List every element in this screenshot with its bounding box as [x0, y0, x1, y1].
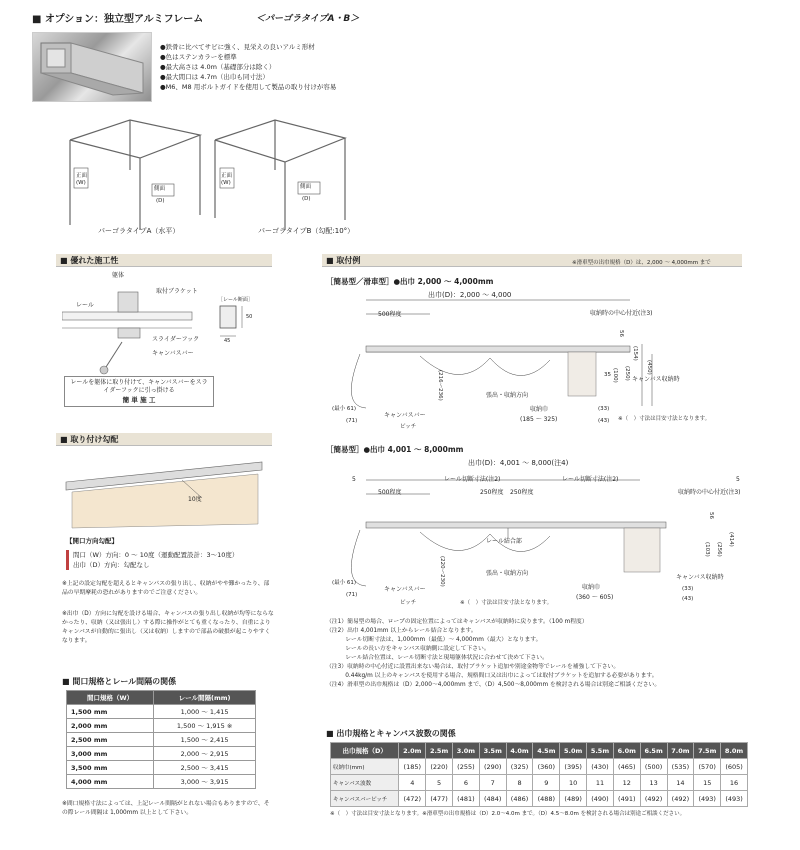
t1-71: (71) [346, 418, 358, 424]
type1-title: ［簡易型／滑車型］●出巾 2,000 〜 4,000mm [326, 277, 494, 286]
t1-center: 収納時の中心付近(注3) [590, 310, 653, 317]
size-cell: 2.5m [426, 743, 453, 759]
t2-220: (220〜230) [439, 556, 445, 587]
t2-cut1: レール切断寸法(注2) [444, 476, 501, 483]
cell: (500) [640, 759, 667, 775]
rail-w: 3,000 mm [67, 747, 154, 761]
slope-line-2: 出巾（D）方向：勾配なし [73, 561, 150, 569]
rail-r: 2,000 〜 2,915 [154, 747, 256, 761]
callout-title: 簡 単 施 工 [122, 396, 156, 404]
cell: 16 [721, 775, 748, 791]
t1-pitch: ピッチ [400, 424, 417, 430]
mount-note: レール切断寸法は、1,000mm（最低）〜 4,000mm（最大）となります。 [326, 637, 542, 643]
cell: (360) [533, 759, 560, 775]
cell: (325) [506, 759, 533, 775]
table-row [331, 759, 748, 775]
t1-35: 35 [604, 372, 611, 378]
mount-notes [326, 618, 746, 690]
side-label-a: 側面 [154, 186, 166, 192]
w-label-b: (W) [221, 180, 231, 186]
size-cell: 8.0m [721, 743, 748, 759]
size-cell: 6.5m [640, 743, 667, 759]
mount-top-note: ※滑車型の出巾規格（D）は、2,000 〜 4,000mm まで [572, 260, 711, 266]
cell: 14 [667, 775, 694, 791]
rail-table-header [67, 691, 256, 705]
t2-center: 収納時の中心付近(注3) [678, 489, 741, 496]
cell: (535) [667, 759, 694, 775]
feature-bullet: ●最大間口は 4.7m（出巾も同寸法） [160, 73, 269, 81]
size-cell: 4.0m [506, 743, 533, 759]
t2-canvas-bar: キャンバスバー [384, 586, 426, 593]
row-label: キャンバスバーピッチ [331, 791, 399, 807]
cell: (491) [613, 791, 640, 807]
slope-note-2: ※出巾（D）方向に勾配を設ける場合、キャンバスの張り出し収納が均等にならなかったり、収納（又は張出し）する際に操作がとても重くなったり、自重によりキャンバスが自動的に張出し（又は収納）しますので部品の破損が起こりやすくなります。 [62, 611, 274, 644]
feature-bullet: ●色はステンカラーを標準 [160, 53, 237, 61]
cell: (492) [667, 791, 694, 807]
rail-r: 2,500 〜 3,415 [154, 761, 256, 775]
rail-w: 2,500 mm [67, 733, 154, 747]
size-cell: 5.0m [560, 743, 587, 759]
slope-diagram [62, 458, 272, 538]
cell: (492) [640, 791, 667, 807]
pergola-b-caption: パーゴラタイプB（勾配:10°） [258, 227, 355, 235]
cell: 6 [453, 775, 480, 791]
cell: (472) [399, 791, 426, 807]
rail-w: 3,500 mm [67, 761, 154, 775]
mount-note: （注3）収納時の中心付近に設置出来ない場合は、取付ブラケット追加や別途金物等でレールを補強して下さい。 [326, 664, 620, 670]
profile-image-icon [33, 33, 153, 103]
t2-250a: 250程度 [480, 489, 504, 496]
t2-min: (最小 61) [332, 580, 357, 586]
cell: (486) [506, 791, 533, 807]
rail-table-heading: ■ 間口規格とレール間隔の関係 [62, 677, 177, 686]
t2-414: (414) [728, 532, 734, 547]
t2-dir: 張出・収納方向 [486, 570, 529, 577]
install-callout [64, 376, 214, 407]
slope-box [66, 550, 272, 570]
rail-r: 1,500 〜 2,415 [154, 733, 256, 747]
cell: (570) [694, 759, 721, 775]
cell: (488) [533, 791, 560, 807]
cell: 9 [533, 775, 560, 791]
cell: (465) [613, 759, 640, 775]
pergola-drawings [60, 110, 360, 240]
d-label-a: (D) [156, 198, 165, 204]
mount-note: （注2）出巾 4,001mm 以上からレール結合となります。 [326, 628, 477, 634]
size-cell: 3.0m [453, 743, 480, 759]
row-label: キャンバス波数 [331, 775, 399, 791]
pergola-a-caption: パーゴラタイプA（水平） [98, 227, 180, 235]
type2-depth: 出巾(D)：4,001 〜 8,000(注4) [468, 459, 569, 467]
table-row [67, 733, 256, 747]
t2-store-w: 収納巾 [582, 584, 601, 591]
cell: (185) [399, 759, 426, 775]
t2-pitch: ピッチ [400, 600, 417, 606]
cell: 13 [640, 775, 667, 791]
type2-title: ［簡易型］●出巾 4,001 〜 8,000mm [326, 445, 464, 454]
type1-depth: 出巾(D)：2,000 〜 4,000 [428, 291, 512, 299]
cell: 7 [479, 775, 506, 791]
rail-table-note: ※間口規格寸法によっては、上記レール間隔がとれない場合もありますので、その際レール間隔は 1,000mm 以上として下さい。 [62, 801, 270, 816]
t1-154: (154) [632, 346, 638, 361]
table-row [331, 775, 748, 791]
size-cell: 7.5m [694, 743, 721, 759]
cell: 4 [399, 775, 426, 791]
rail-w: 2,000 mm [67, 719, 154, 733]
label-frame: 躯体 [112, 272, 125, 279]
cell: 15 [694, 775, 721, 791]
size-cell: 2.0m [399, 743, 426, 759]
row-label: 収納巾(mm) [331, 759, 399, 775]
cell: 10 [560, 775, 587, 791]
slope-box-title: 【開口方向勾配】 [66, 537, 118, 545]
w-label-a: (W) [76, 180, 86, 186]
label-rail: レール [76, 302, 94, 309]
rail-col-r: レール間隔(mm) [154, 691, 256, 705]
rail-r: 1,500 〜 1,915 ※ [154, 719, 256, 733]
size-cell: 6.0m [613, 743, 640, 759]
mount-note: （注1）簡易型の場合、ロープの固定位置によってはキャンバスが収納時に戻ります。（100 m程度） [326, 619, 588, 625]
t2-canvas-store: キャンバス収納時 [676, 574, 724, 581]
table-row [67, 761, 256, 775]
t1-450: (450) [646, 360, 652, 375]
t1-56: 56 [618, 330, 624, 337]
t1-250: (250) [624, 366, 630, 381]
canvas-header-label: 出巾規格（D） [331, 743, 399, 759]
t2-store-range: (360 〜 605) [576, 594, 614, 601]
label-bracket: 取付ブラケット [156, 288, 198, 295]
rail-table [66, 690, 256, 789]
t2-256: (256) [716, 542, 722, 557]
t1-canvas-store: キャンバス収納時 [632, 376, 680, 383]
cell: (477) [426, 791, 453, 807]
t2-paren-note: ※（ ）寸法は目安寸法となります。 [460, 600, 553, 606]
t1-500: 500程度 [378, 311, 402, 318]
cell: (481) [453, 791, 480, 807]
cell: (430) [587, 759, 614, 775]
rail-w: 4,000 mm [67, 775, 154, 789]
mount-note: 0.44kg/m 以上のキャンバスを使用する場合、規格間口又は出巾によっては取付ブラケットを追加する必要があります。 [326, 673, 658, 679]
t1-43: (43) [598, 418, 610, 424]
canvas-table [330, 742, 748, 807]
table-row [67, 719, 256, 733]
t1-store-range: (185 〜 325) [520, 416, 558, 423]
cell: (489) [560, 791, 587, 807]
table-row [67, 705, 256, 719]
rail-r: 3,000 〜 3,915 [154, 775, 256, 789]
mount-note: （注4）滑車型の出巾規格は（D）2,000〜4,000mm まで、（D）4,500〜8,000mm を検討される場合は別途ご相談ください。 [326, 682, 661, 688]
t2-103: (103) [704, 542, 710, 557]
rail-w: 1,500 mm [67, 705, 154, 719]
t2-33: (33) [682, 586, 694, 592]
cell: (220) [426, 759, 453, 775]
t2-500: 500程度 [378, 489, 402, 496]
cell: (484) [479, 791, 506, 807]
slope-line-1: 間口（W）方向：0 〜 10度（運動配置設計：3〜10度） [73, 551, 239, 559]
size-cell: 3.5m [479, 743, 506, 759]
cell: 11 [587, 775, 614, 791]
d-label-b: (D) [302, 196, 311, 202]
label-rail-section: ［レール断面］ [218, 297, 253, 303]
t1-100: (100) [612, 368, 618, 383]
slope-angle: 10度 [188, 496, 202, 503]
cell: 5 [426, 775, 453, 791]
slope-note-1: ※上記の設定勾配を超えるとキャンパスの張り出し、収納がやや難かったり、部品の早期摩耗の恐れがありますのでご注意ください。 [62, 581, 270, 596]
canvas-header-row [331, 743, 748, 759]
cell: (493) [694, 791, 721, 807]
install-heading: ■ 優れた施工性 [56, 254, 272, 267]
t2-cut2: レール切断寸法(注2) [562, 476, 619, 483]
aluminum-profile-photo [32, 32, 152, 102]
feature-bullet: ●鉄骨に比べてサビに強く、見栄えの良いアルミ形材 [160, 43, 315, 51]
front-label-a: 正面 [76, 173, 88, 179]
table-row [67, 775, 256, 789]
page-title: ■ オプション：独立型アルミフレーム [32, 14, 204, 25]
label-dim-w: 45 [224, 338, 231, 344]
size-cell: 4.5m [533, 743, 560, 759]
t1-33: (33) [598, 406, 610, 412]
cell: (395) [560, 759, 587, 775]
t2-250b: 250程度 [510, 489, 534, 496]
mount-note: レールの長い方をキャンバス収納側に設定して下さい。 [326, 646, 490, 652]
cell: 8 [506, 775, 533, 791]
side-label-b: 側面 [300, 184, 312, 190]
t1-canvas-bar: キャンバスバー [384, 412, 426, 419]
label-dim-h: 50 [246, 314, 253, 320]
table-row [67, 747, 256, 761]
cell: (255) [453, 759, 480, 775]
t2-5-left: 5 [352, 476, 356, 483]
size-cell: 5.5m [587, 743, 614, 759]
t1-store-w: 収納巾 [530, 406, 549, 413]
cell: (490) [587, 791, 614, 807]
canvas-table-heading: ■ 出巾規格とキャンバス波数の関係 [326, 729, 456, 738]
size-cell: 7.0m [667, 743, 694, 759]
callout-text: レールを躯体に取り付けて、キャンバスバーをスライダーフックに引っ掛ける [70, 379, 208, 394]
rail-col-w: 間口規格（W） [67, 691, 154, 705]
rail-r: 1,000 〜 1,415 [154, 705, 256, 719]
label-slider: スライダーフック [152, 336, 200, 343]
cell: (290) [479, 759, 506, 775]
page-subtitle: ＜パーゴラタイプA・B＞ [256, 14, 360, 24]
t1-dir: 張出・収納方向 [486, 392, 529, 399]
table-row [331, 791, 748, 807]
cell: (493) [721, 791, 748, 807]
mount-heading: ■ 取付例 [322, 254, 742, 267]
t2-71: (71) [346, 592, 358, 598]
front-label-b: 正面 [221, 173, 233, 179]
t2-5-right: 5 [736, 476, 740, 483]
t1-min: (最小 61) [332, 406, 357, 412]
feature-bullet: ●最大高さは 4.0m（基礎部分は除く） [160, 63, 276, 71]
feature-bullet: ●M6、M8 用ボルトガイドを使用して製品の取り付けが容易 [160, 83, 337, 91]
canvas-table-note: ※（ ）寸法は目安寸法となります。※滑車型の出巾規格は（D）2.0〜4.0m まで。（D）4.5〜8.0m を検討される場合は別途ご相談ください。 [330, 811, 686, 817]
cell: (605) [721, 759, 748, 775]
label-canvas-bar: キャンバスバー [152, 350, 194, 357]
cell: 12 [613, 775, 640, 791]
t2-joint: レール結合部 [486, 538, 522, 545]
t1-paren-note: ※（ ）寸法は目安寸法となります。 [618, 416, 711, 422]
mount-note: レール結合位置は、レール切断寸法と現場躯体状況に合わせて決めて下さい。 [326, 655, 548, 661]
t2-43: (43) [682, 596, 694, 602]
slope-heading: ■ 取り付け勾配 [56, 433, 272, 446]
t2-56: 56 [708, 512, 714, 519]
t1-216: (216〜236) [437, 370, 443, 401]
